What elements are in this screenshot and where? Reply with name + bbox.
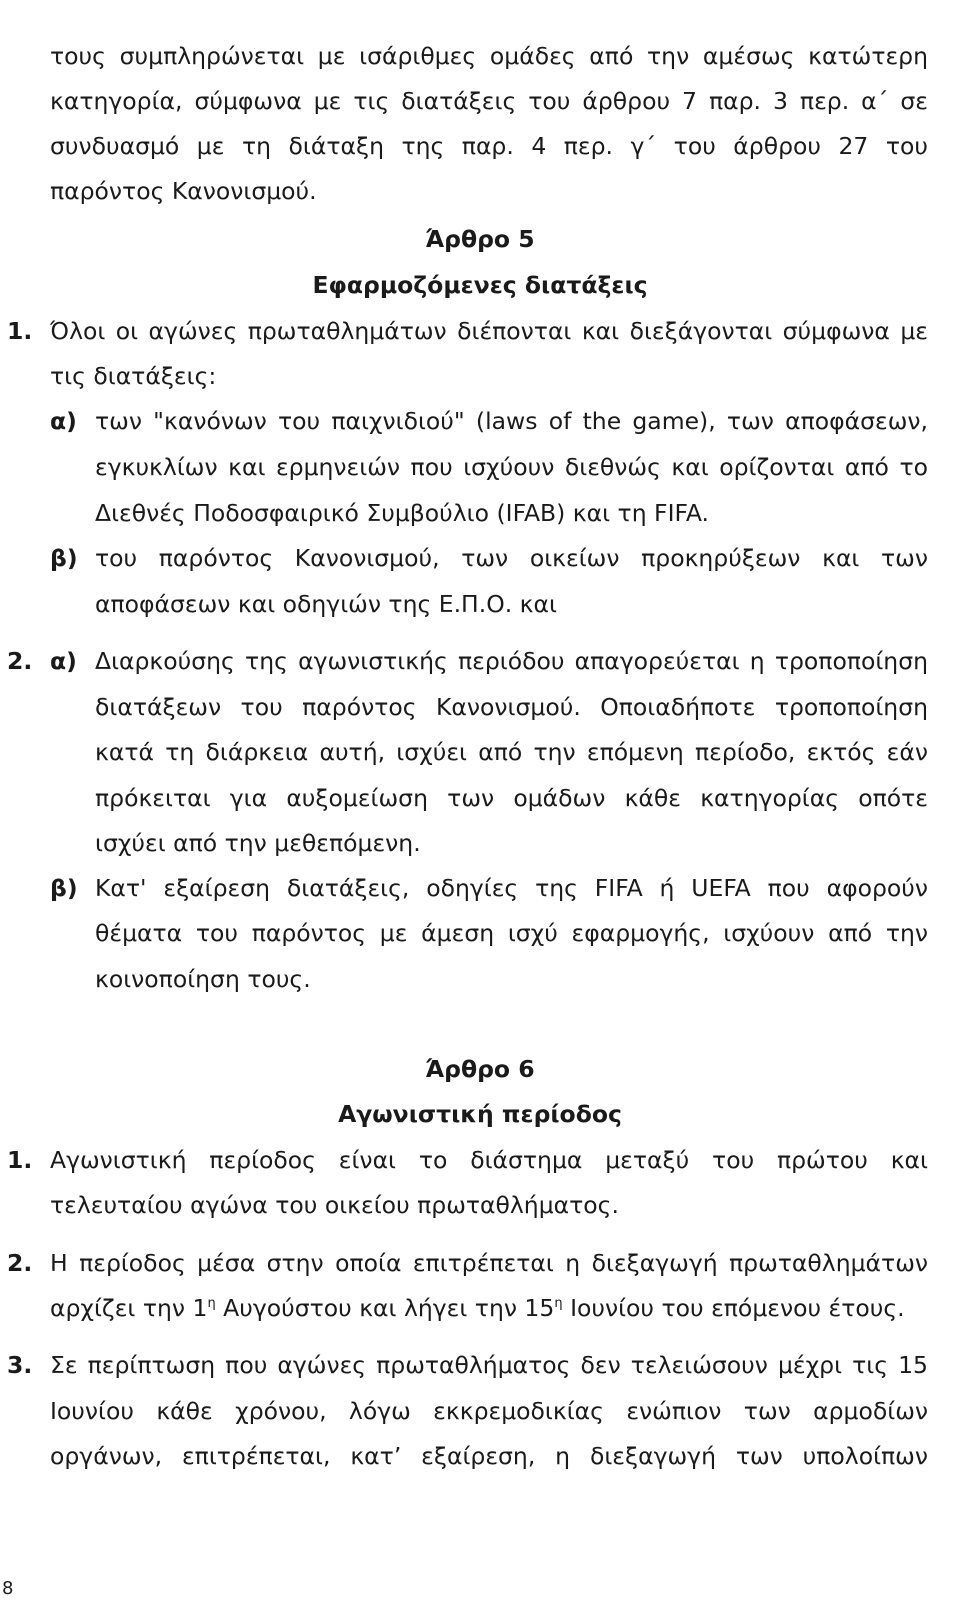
paragraph-line [50,1293,905,1323]
item-line: κοινοποίηση τους. [95,965,311,993]
item-line: των "κανόνων του παιχνιδιού" (laws of the game), των αποφάσεων, [95,407,928,435]
item-label: α) [50,647,77,675]
ordinal-superscript: η [554,1296,563,1311]
article-5-p2-number: 2. [7,647,33,675]
article-6-heading: Άρθρο 6 [425,1055,535,1083]
article-5-subtitle: Εφαρμοζόμενες διατάξεις [312,271,648,299]
intro-line: τους συμπληρώνεται με ισάριθμες ομάδες από την αμέσως κατώτερη [50,42,928,70]
item-line: εγκυκλίων και ερμηνειών που ισχύουν διεθνώς και ορίζονται από το [95,453,928,481]
item-label: β) [50,874,78,902]
item-label: β) [50,544,78,572]
article-6-p2-number: 2. [7,1249,33,1277]
item-line: Διαρκούσης της αγωνιστικής περιόδου απαγορεύεται η τροποποίηση [95,647,928,675]
article-5-heading: Άρθρο 5 [425,225,535,253]
item-line: Κατ' εξαίρεση διατάξεις, οδηγίες της FIFA ή UEFA που αφορούν [95,874,928,902]
item-line: ισχύει από την μεθεπόμενη. [95,829,421,857]
date-text: αρχίζει την 1 [50,1294,208,1322]
article-6-p1-number: 1. [7,1146,33,1174]
date-text: Ιουνίου του επόμενου έτους. [562,1294,905,1322]
item-line: διατάξεων του παρόντος Κανονισμού. Οποιαδήποτε τροποποίηση [95,693,928,721]
item-line: Διεθνές Ποδοσφαιρικό Συμβούλιο (IFAB) και τη FIFA. [95,499,709,527]
paragraph-line: Όλοι οι αγώνες πρωταθλημάτων διέπονται και διεξάγονται σύμφωνα με [50,317,928,345]
intro-line: παρόντος Κανονισμού. [50,177,317,205]
intro-line: συνδυασμό με τη διάταξη της παρ. 4 περ. γ΄ του άρθρου 27 του [50,132,928,160]
paragraph-line: Αγωνιστική περίοδος είναι το διάστημα μεταξύ του πρώτου και [50,1146,928,1174]
item-label: α) [50,407,77,435]
item-line: αποφάσεων και οδηγιών της Ε.Π.Ο. και [95,590,557,618]
intro-line: κατηγορία, σύμφωνα με τις διατάξεις του άρθρου 7 παρ. 3 περ. α΄ σε [50,87,928,115]
item-line: θέματα του παρόντος με άμεση ισχύ εφαρμογής, ισχύουν από την [95,919,928,947]
item-line: κατά τη διάρκεια αυτή, ισχύει από την επόμενη περίοδο, εκτός εάν [95,738,928,766]
article-6-subtitle: Αγωνιστική περίοδος [338,1100,622,1128]
page-number: 8 [2,1578,14,1599]
item-line: του παρόντος Κανονισμού, των οικείων προκηρύξεων και των [95,544,928,572]
item-line: πρόκειται για αυξομείωση των ομάδων κάθε κατηγορίας οπότε [95,784,928,812]
paragraph-line: τις διατάξεις: [50,362,217,390]
date-text: Αυγούστου και λήγει την 15 [215,1294,555,1322]
paragraph-line: οργάνων, επιτρέπεται, κατ’ εξαίρεση, η διεξαγωγή των υπολοίπων [50,1442,928,1470]
paragraph-line: τελευταίου αγώνα του οικείου πρωταθλήματος. [50,1191,619,1219]
article-5-p1-number: 1. [7,317,33,345]
paragraph-line: Ιουνίου κάθε χρόνου, λόγω εκκρεμοδικίας ενώπιον των αρμοδίων [50,1397,928,1425]
paragraph-line: Η περίοδος μέσα στην οποία επιτρέπεται η διεξαγωγή πρωταθλημάτων [50,1249,928,1277]
article-6-p3-number: 3. [7,1351,33,1379]
ordinal-superscript: η [207,1296,216,1311]
paragraph-line: Σε περίπτωση που αγώνες πρωταθλήματος δεν τελειώσουν μέχρι τις 15 [50,1351,928,1379]
